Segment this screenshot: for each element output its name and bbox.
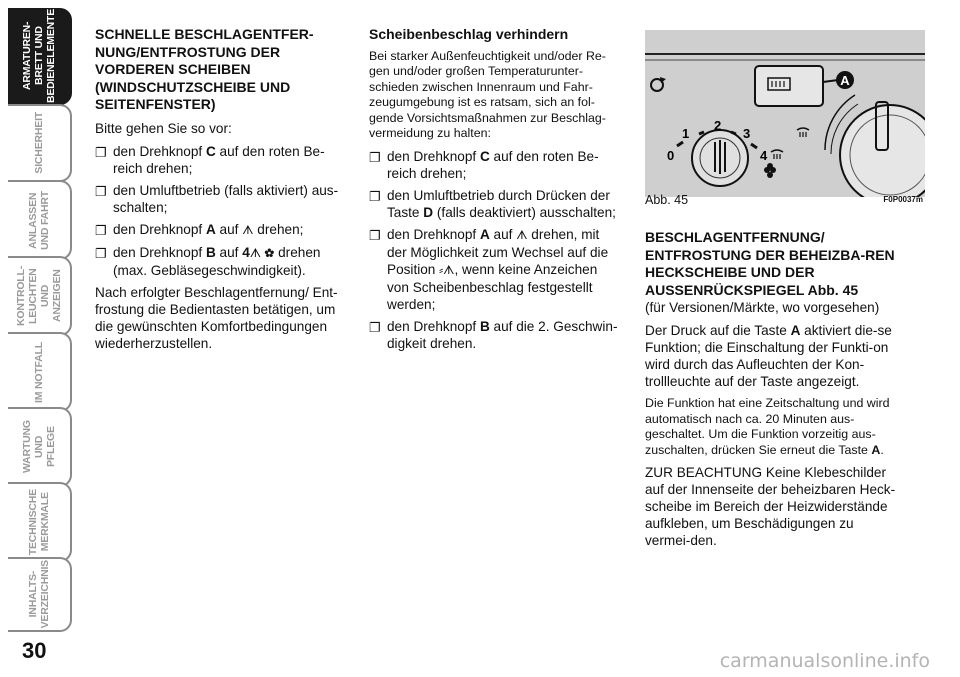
checkbox-bullet-icon: ❐ [95,144,107,160]
tab-technische-merkmale[interactable] [8,482,72,562]
outro-text: Nach erfolgter Beschlagentfernung/ Ent-frostung die Bedientasten betätigen, um die gewünschten Komfortbedingungen wiederherzustellen. [95,284,338,351]
figure-caption [645,193,925,209]
checkbox-bullet-icon: ❐ [95,222,107,238]
dial-number: 0 [667,148,675,163]
column-rear-defrost [645,229,900,555]
list-item: ❐ den Umluftbetrieb durch Drücken der Taste D (falls deaktiviert) ausschalten; [369,187,616,220]
checkbox-bullet-icon: ❐ [369,188,381,204]
rear-defrost-button [755,66,823,106]
tab-inhaltsverzeichnis[interactable] [8,557,72,632]
list-item: ❐ den Umluftbetrieb (falls aktiviert) aus-schalten; [95,182,339,215]
tab-kontrollleuchten[interactable] [8,256,72,336]
checkbox-bullet-icon: ❐ [369,149,381,165]
tab-anlassen[interactable] [8,180,72,260]
tab-label: ARMATUREN- BRETT UND BEDIENELEMENTE [21,9,57,104]
tab-label: KONTROLL- LEUCHTEN UND ANZEIGEN [15,265,63,327]
tab-armaturenbrett[interactable] [8,8,72,105]
intro-text: Bei starker Außenfeuchtigkeit und/oder Re-gen und/oder großen Temperaturunter-schieden zwischen Innenraum und Fahr-zeugumgebung ist es ratsam, sich an fol-gende Vorsichtsmaßnahmen zur Beschlag-vermeidung zu halten: [369,48,606,140]
list-item: ❐ den Drehknopf B auf die 2. Geschwin-digkeit drehen. [369,318,618,351]
page-number: 30 [22,638,47,663]
tab-label: WARTUNG UND PFLEGE [21,420,57,474]
defrost-fan-icon: ᗑ ✿ [249,245,275,260]
tab-label: SICHERHEIT [33,112,45,174]
section-heading: SCHNELLE BESCHLAGENTFER-NUNG/ENTFROSTUNG DER VORDEREN SCHEIBEN (WINDSCHUTZSCHEIBE UND SEITENFENSTER) [95,26,314,112]
column-prevent-fogging [369,26,622,357]
checkbox-bullet-icon: ❐ [369,319,381,335]
paragraph: ZUR BEACHTUNG Keine Klebeschilder auf der Innenseite der beheizbaren Heck-scheibe im Bereich der Heizwiderstände aufkleben, um Beschädigungen zu vermei-den. [645,465,896,548]
tab-label: TECHNISCHE MERKMALE [27,488,51,556]
list-item: ❐ den Drehknopf A auf ᗑ drehen; [95,221,304,238]
callout-a-label: A [840,73,850,88]
subtitle-text: (für Versionen/Märkte, wo vorgesehen) [645,300,880,315]
tab-label: IM NOTFALL [33,341,45,403]
caption-text: Abb. 45 [645,193,689,207]
windscreen-defrost-icon: ᗑ [242,222,254,237]
column-quick-defrost [95,26,350,358]
tab-sicherheit[interactable] [8,104,72,182]
tab-wartung[interactable] [8,407,72,487]
checkbox-bullet-icon: ❐ [369,227,381,243]
intro-text: Bitte gehen Sie so vor: [95,120,232,136]
dial-number: 2 [714,118,722,133]
list-item: ❐ den Drehknopf C auf den roten Be-reich drehen; [369,148,599,181]
dial-number: 1 [682,126,690,141]
mixed-defrost-icon: ⸗ᗑ [439,262,455,277]
dial-number: 3 [743,126,751,141]
climate-panel-illustration [645,30,925,197]
list-item: ❐ den Drehknopf A auf ᗑ drehen, mit der Möglichkeit zum Wechsel auf die Position ⸗ᗑ, wenn keine Anzeichen von Scheibenbeschlag festgestellt werden; [369,226,609,312]
dial-number: 4 [760,148,768,163]
paragraph: Der Druck auf die Taste A aktiviert die-se Funktion; die Einschaltung der Funkti-on wird durch das Aufleuchten der Kon-trollleuchte auf der Taste angezeigt. [645,323,892,389]
tab-label: ANLASSEN UND FAHRT [27,190,51,250]
checkbox-bullet-icon: ❐ [95,245,107,261]
figure-climate-panel [645,30,925,197]
checkbox-bullet-icon: ❐ [95,183,107,199]
section-heading: BESCHLAGENTFERNUNG/ ENTFROSTUNG DER BEHEIZBA-REN HECKSCHEIBE UND DER AUSSENRÜCKSPIEGEL Abb. 45 [645,229,895,298]
section-heading: Scheibenbeschlag verhindern [369,26,569,42]
watermark: carmanualsonline.info [719,650,930,672]
tab-label: INHALTS- VERZEICHNIS [27,560,51,629]
figure-code: F0P0037m [883,195,923,204]
windscreen-defrost-icon: ᗑ [516,227,528,242]
paragraph: Die Funktion hat eine Zeitschaltung und wird automatisch nach ca. 20 Minuten aus-geschaltet. Um die Funktion vorzeitig aus-zuschalten, drücken Sie erneut die Taste A. [645,396,890,457]
list-item: ❐ den Drehknopf B auf 4ᗑ ✿ drehen (max. Gebläsegeschwindigkeit). [95,244,321,278]
list-item: ❐ den Drehknopf C auf den roten Be-reich drehen; [95,143,325,176]
tab-im-notfall[interactable] [8,332,72,412]
